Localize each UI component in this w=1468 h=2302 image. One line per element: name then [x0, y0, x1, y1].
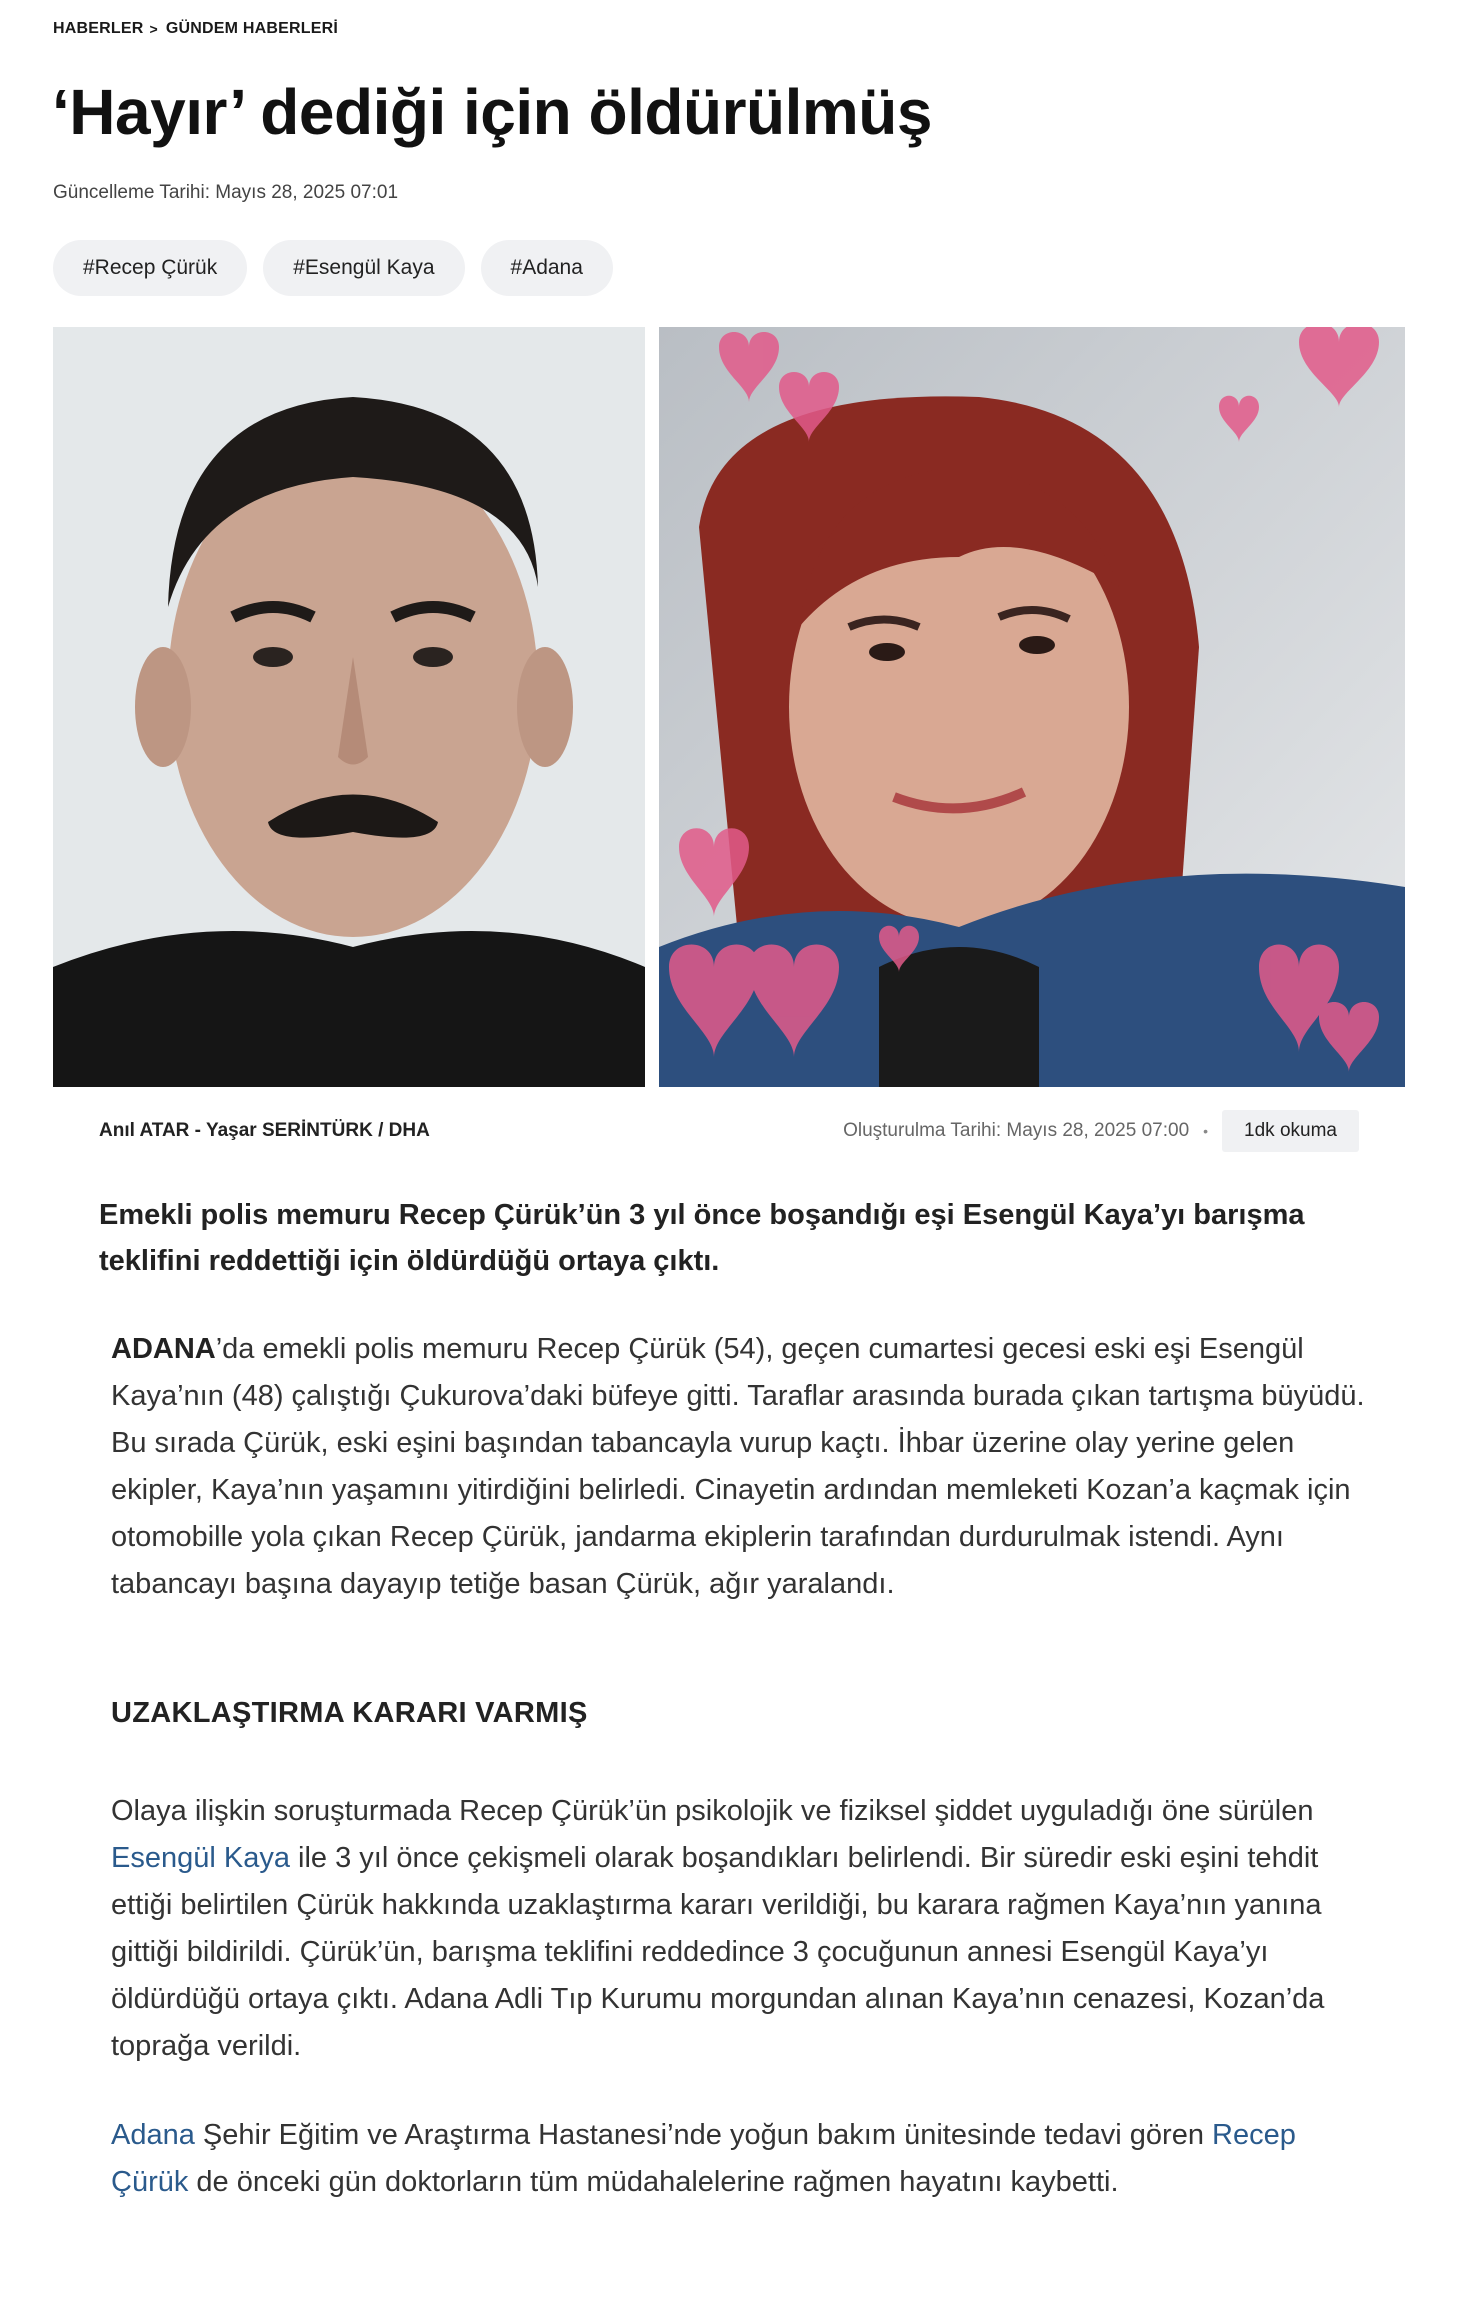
article-meta: [843, 1110, 1359, 1152]
paragraph-3-text-a: Şehir Eğitim ve Araştırma Hastanesi’nde yoğun bakım ünitesinde tedavi gören: [194, 2119, 1213, 2151]
woman-portrait-image: [659, 327, 1405, 1087]
updated-date: Güncelleme Tarihi: Mayıs 28, 2025 07:01: [53, 182, 399, 203]
esengul-kaya-link[interactable]: Esengül Kaya: [111, 1842, 290, 1874]
article-subheading: UZAKLAŞTIRMA KARARI VARMIŞ: [111, 1697, 588, 1729]
man-portrait-image: [53, 327, 645, 1087]
article-paragraph-1: [111, 1326, 1371, 1608]
article-paragraph-3: [111, 2112, 1371, 2206]
paragraph-2-text-a: Olaya ilişkin soruşturmada Recep Çürük’ün psikolojik ve fiziksel şiddet uyguladığı öne sürülen: [111, 1795, 1314, 1827]
breadcrumb-gundem-link[interactable]: GÜNDEM HABERLERİ: [165, 20, 338, 37]
article-photo: [53, 327, 1405, 1087]
article-paragraph-2: [111, 1788, 1371, 2070]
article-title: ‘Hayır’ dediği için öldürülmüş: [52, 76, 932, 148]
read-time-badge: 1dk okuma: [1222, 1110, 1359, 1152]
breadcrumb: [53, 20, 338, 38]
city-dateline: ADANA: [111, 1333, 216, 1365]
photo-woman-portrait: [659, 327, 1405, 1087]
byline-row: [99, 1110, 1359, 1152]
breadcrumb-separator-icon: >: [149, 21, 158, 37]
meta-separator-dot: •: [1203, 1123, 1209, 1139]
tag-esengul-kaya[interactable]: #Esengül Kaya: [263, 240, 464, 296]
tag-list: [53, 240, 613, 296]
breadcrumb-haberler-link[interactable]: HABERLER: [53, 20, 144, 37]
paragraph-1-text: ’da emekli polis memuru Recep Çürük (54), geçen cumartesi gecesi eski eşi Esengül Kaya’nın (48) çalıştığı Çukurova’daki büfeye gitti. Taraflar arasında burada çıkan tartışma büyüdü. Bu sırada Çürük, eski eşini başından tabancayla vurup kaçtı. İhbar üzerine olay yerine gelen ekipler, Kaya’nın yaşamını yitirdiğini belirledi. Cinayetin ardından memleketi Kozan’a kaçmak için otomobille yola çıkan Recep Çürük, jandarma ekiplerin tarafından durdurulmak istendi. Aynı tabancayı başına dayayıp tetiğe basan Çürük, ağır yaralandı.: [111, 1333, 1365, 1600]
paragraph-3-text-b: de önceki gün doktorların tüm müdahalelerine rağmen hayatını kaybetti.: [188, 2166, 1119, 2198]
photo-man-portrait: [53, 327, 645, 1087]
paragraph-2-text-b: ile 3 yıl önce çekişmeli olarak boşandıkları belirlendi. Bir süredir eski eşini tehdit ettiği belirtilen Çürük hakkında uzaklaştırma kararı verildiği, bu karara rağmen Kaya’nın yanına gittiği bildirildi. Çürük’ün, barışma teklifini reddedince 3 çocuğunun annesi Esengül Kaya’yı öldürdüğü ortaya çıktı. Adana Adli Tıp Kurumu morgundan alınan Kaya’nın cenazesi, Kozan’da toprağa verildi.: [111, 1842, 1325, 2062]
tag-adana[interactable]: #Adana: [481, 240, 613, 296]
article-lead: Emekli polis memuru Recep Çürük’ün 3 yıl önce boşandığı eşi Esengül Kaya’yı barışma teklifini reddettiği için öldürdüğü ortaya çıktı.: [99, 1199, 1305, 1277]
adana-link[interactable]: Adana: [111, 2119, 195, 2151]
created-date: Oluşturulma Tarihi: Mayıs 28, 2025 07:00: [843, 1120, 1190, 1141]
author-name: Anıl ATAR - Yaşar SERİNTÜRK / DHA: [99, 1120, 430, 1141]
recep-curuk-link[interactable]: Recep Çürük: [111, 2119, 1296, 2198]
tag-recep-curuk[interactable]: #Recep Çürük: [53, 240, 247, 296]
